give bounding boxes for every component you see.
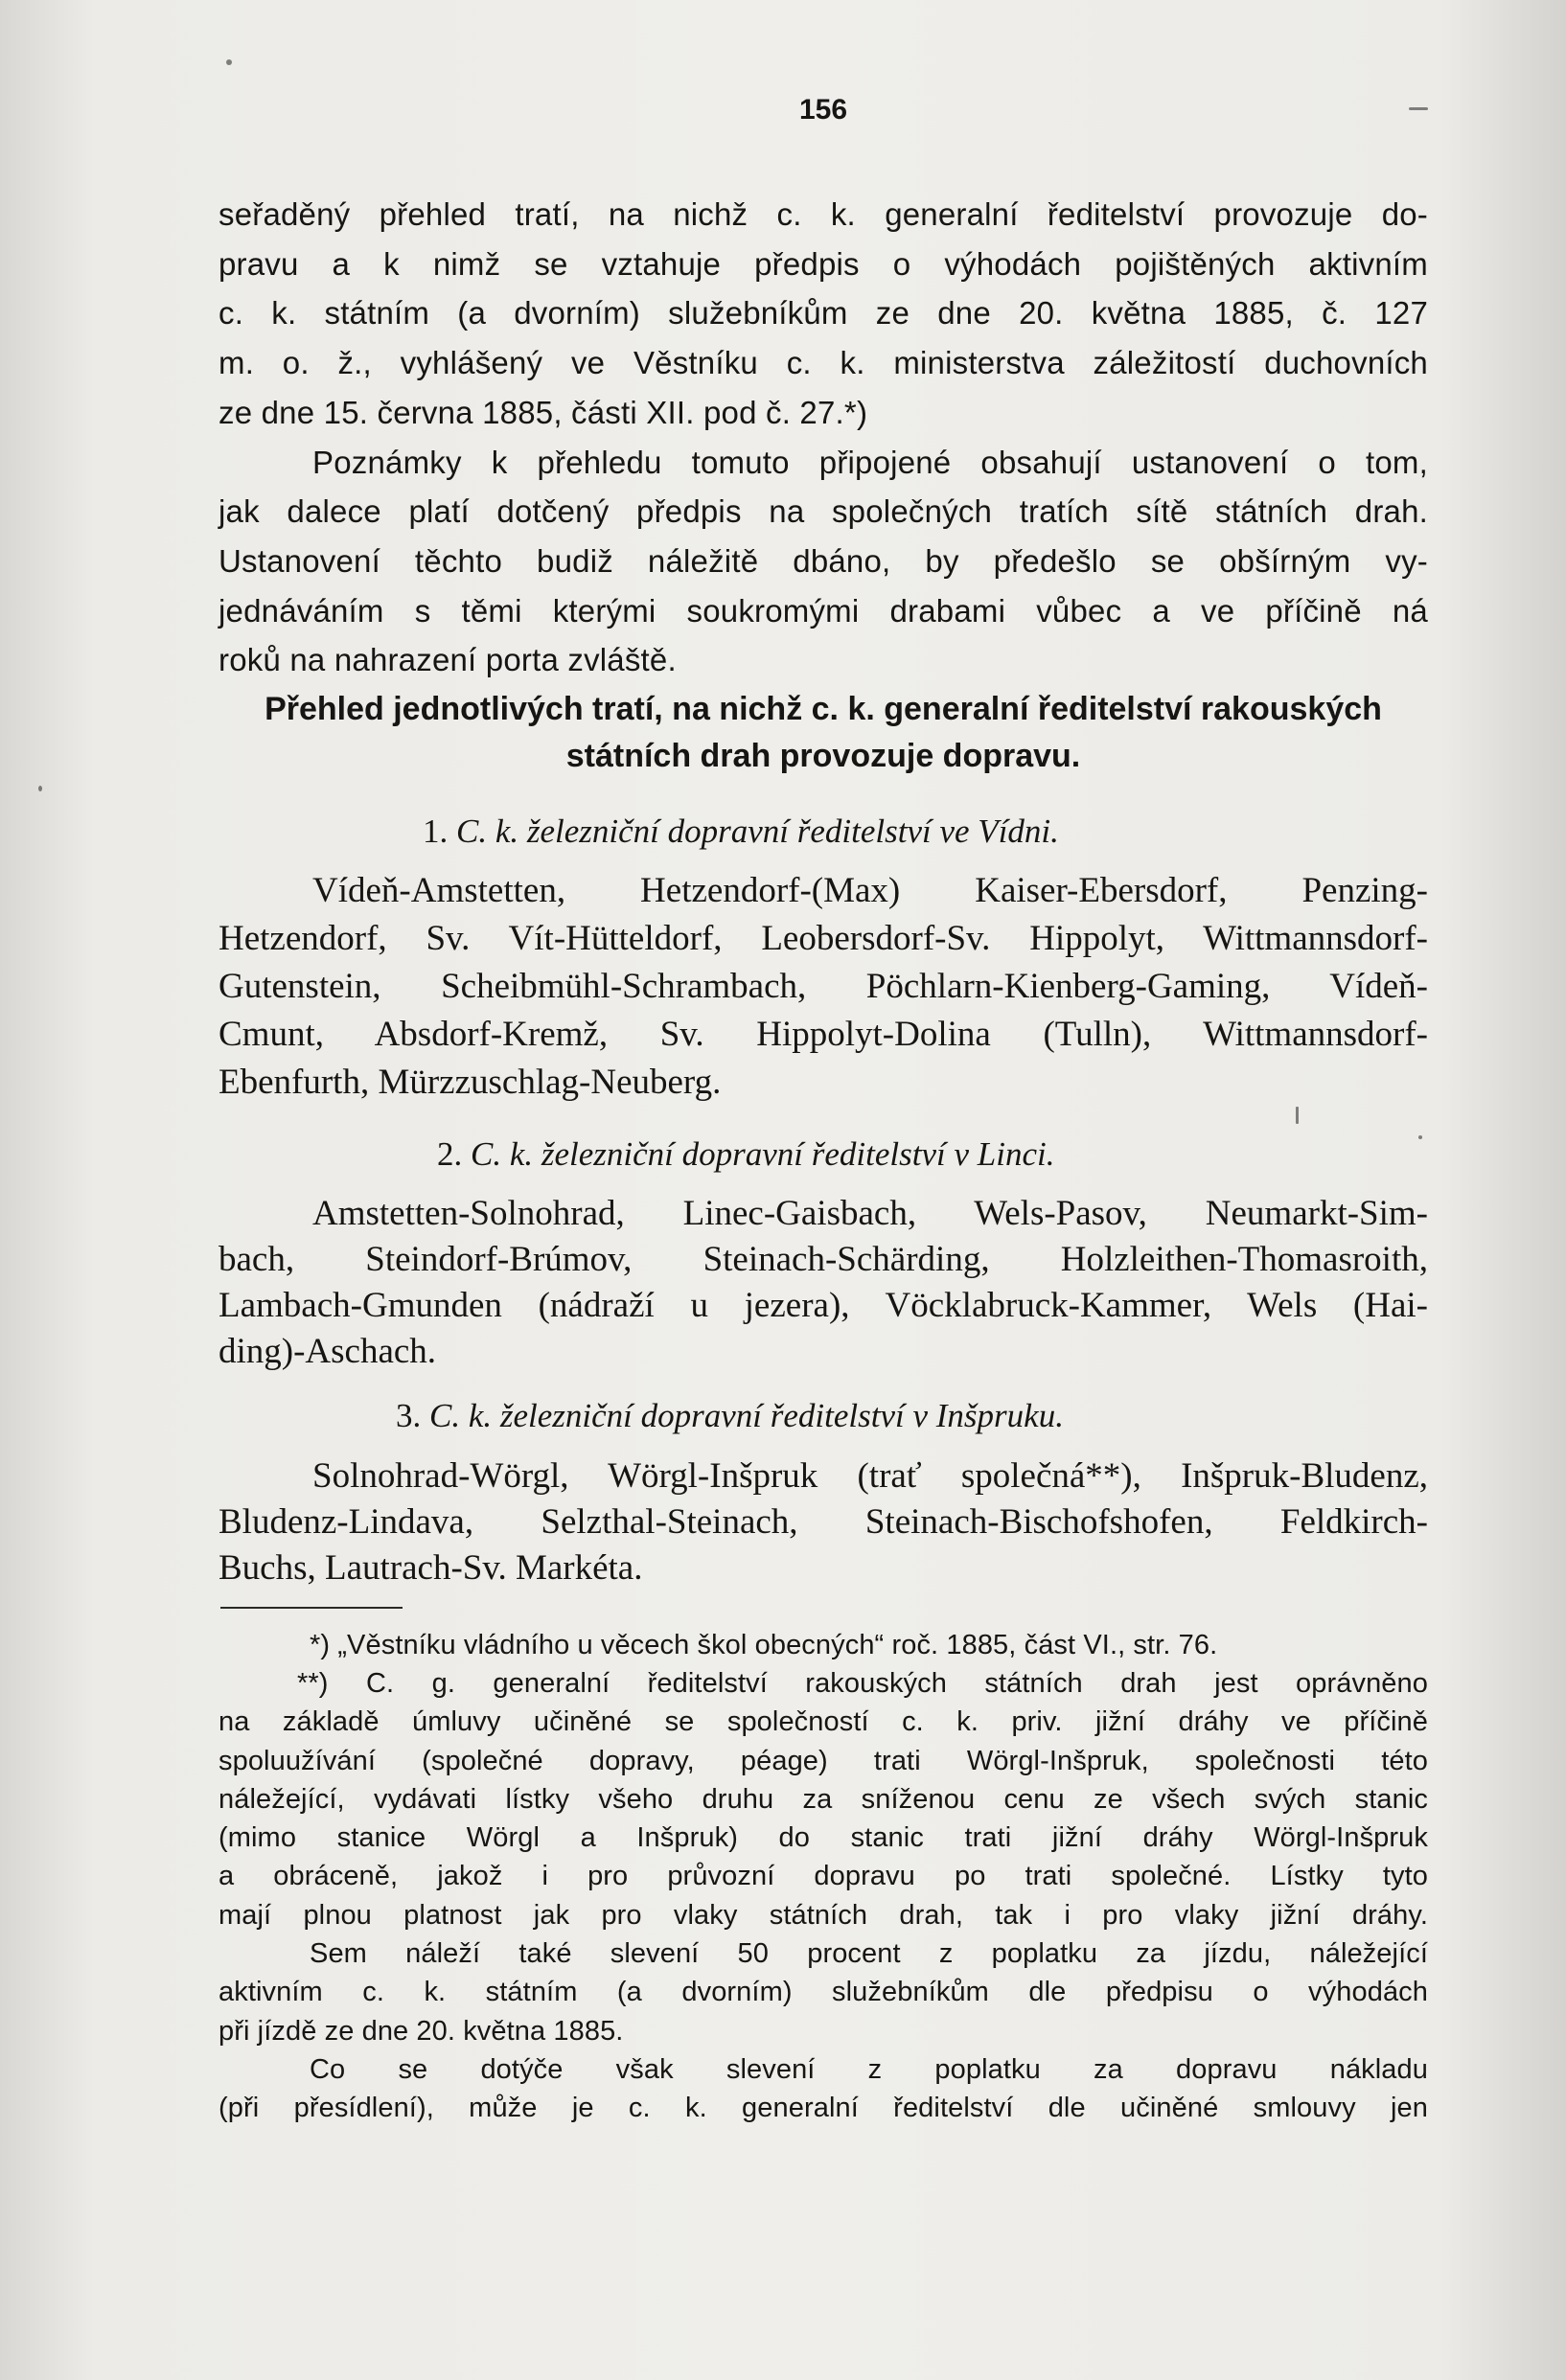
subsection-body-3 <box>219 1453 1428 1591</box>
footnote-line: mají plnou platnost jak pro vlaky státních drah, tak i pro vlaky jižní dráhy. <box>219 1899 1428 1931</box>
scan-speck <box>1296 1107 1299 1124</box>
intro-line: c. k. státním (a dvorním) služebníkům ze dne 20. května 1885, č. 127 <box>219 295 1428 332</box>
footnote-1 <box>219 1626 1428 1664</box>
subsection-body-1 <box>219 867 1428 1107</box>
intro-paragraph <box>219 190 1428 685</box>
intro-line: Ustanovení těchto budiž náležitě dbáno, by předešlo se obšírným vy- <box>219 542 1428 579</box>
body-line: Bludenz-Lindava, Selzthal-Steinach, Steinach-Bischofshofen, Feldkirch- <box>219 1502 1428 1542</box>
subsection-number: 2. <box>437 1135 463 1173</box>
section-heading-line-2: státních drah provozuje dopravu. <box>565 738 1081 774</box>
subsection-number: 3. <box>396 1397 422 1434</box>
footnote-2 <box>219 1664 1428 1934</box>
footnote-line: spoluužívání (společné dopravy, péage) trati Wörgl-Inšpruk, společnosti této <box>219 1745 1428 1776</box>
footnote-line: a obráceně, jakož i pro průvozní dopravu po trati společné. Lístky tyto <box>219 1861 1428 1892</box>
scan-speck <box>1418 1135 1422 1139</box>
text-column <box>219 0 1428 2380</box>
footnote-line: Sem náleží také slevení 50 procent z poplatku za jízdu, náležející <box>310 1938 1428 1969</box>
footnote-line: aktivním c. k. státním (a dvorním) služebníkům dle předpisu o výhodách <box>219 1977 1428 2008</box>
intro-line: jednáváním s těmi kterými soukromými drabami vůbec a ve příčině ná <box>219 592 1428 629</box>
intro-line: m. o. ž., vyhlášený ve Věstníku c. k. ministerstva záležitostí duchovních <box>219 345 1428 381</box>
footnote-line: *) „Věstníku vládního u věcech škol obecných“ roč. 1885, část VI., str. 76. <box>310 1630 1218 1660</box>
subsection-body-2 <box>219 1191 1428 1375</box>
subsection-title-3 <box>396 1397 1064 1435</box>
scan-speck <box>38 786 42 791</box>
intro-line: jak dalece platí dotčený předpis na společných tratích sítě státních drah. <box>219 493 1428 530</box>
subsection-title-1 <box>423 812 1059 851</box>
body-line: Amstetten-Solnohrad, Linec-Gaisbach, Wels-Pasov, Neumarkt-Sim- <box>312 1194 1428 1233</box>
footnote-divider <box>220 1607 403 1609</box>
subsection-title-text: C. k. železniční dopravní ředitelství v Linci. <box>471 1135 1055 1173</box>
footnote-line: při jízdě ze dne 20. května 1885. <box>219 2015 624 2047</box>
body-line: Cmunt, Absdorf-Kremž, Sv. Hippolyt-Dolina (Tulln), Wittmannsdorf- <box>219 1015 1428 1054</box>
intro-line: seřaděný přehled tratí, na nichž c. k. generalní ředitelství provozuje do- <box>219 196 1428 232</box>
body-line: Buchs, Lautrach-Sv. Markéta. <box>219 1548 643 1588</box>
page-number: 156 <box>798 94 848 126</box>
footnote-line: na základě úmluvy učiněné se společností c. k. priv. jižní dráhy ve příčině <box>219 1706 1428 1738</box>
intro-line: pravu a k nimž se vztahuje předpis o výhodách pojištěných aktivním <box>219 245 1428 282</box>
footnote-line: (mimo stanice Wörgl a Inšpruk) do stanic trati jižní dráhy Wörgl-Inšpruk <box>219 1822 1428 1854</box>
body-line: Lambach-Gmunden (nádraží u jezera), Vöcklabruck-Kammer, Wels (Hai- <box>219 1286 1428 1325</box>
body-line: Hetzendorf, Sv. Vít-Hütteldorf, Leobersdorf-Sv. Hippolyt, Wittmannsdorf- <box>219 919 1428 958</box>
intro-line: ze dne 15. června 1885, části XII. pod č. 27.*) <box>219 394 868 430</box>
subsection-number: 1. <box>423 812 449 850</box>
scan-speck <box>1409 107 1428 110</box>
intro-line: roků na nahrazení porta zvláště. <box>219 642 677 678</box>
body-line: Gutenstein, Scheibmühl-Schrambach, Pöchlarn-Kienberg-Gaming, Vídeň- <box>219 967 1428 1006</box>
subsection-title-text: C. k. železniční dopravní ředitelství ve Vídni. <box>456 812 1059 850</box>
subsection-title-2 <box>437 1135 1054 1174</box>
body-line: ding)-Aschach. <box>219 1332 437 1371</box>
footnote-2-continued <box>219 1934 1428 2050</box>
footnote-line: (při přesídlení), může je c. k. generalní ředitelství dle učiněné smlouvy jen <box>219 2093 1428 2124</box>
footnote-line: náležející, vydávati lístky všeho druhu za sníženou cenu ze všech svých stanic <box>219 1783 1428 1815</box>
body-line: Ebenfurth, Mürzzuschlag-Neuberg. <box>219 1063 722 1102</box>
section-heading <box>219 686 1428 780</box>
scan-speck <box>226 59 232 65</box>
intro-line: Poznámky k přehledu tomuto připojené obsahují ustanovení o tom, <box>312 444 1428 480</box>
footnote-line: Co se dotýče však slevení z poplatku za dopravu nákladu <box>310 2054 1428 2085</box>
body-line: Solnohrad-Wörgl, Wörgl-Inšpruk (trať společná**), Inšpruk-Bludenz, <box>312 1456 1428 1496</box>
footnote-line: **) C. g. generalní ředitelství rakouských státních drah jest oprávněno <box>297 1668 1428 1699</box>
footnote-2-continued-2 <box>219 2050 1428 2128</box>
body-line: bach, Steindorf-Brúmov, Steinach-Schärding, Holzleithen-Thomasroith, <box>219 1240 1428 1279</box>
body-line: Vídeň-Amstetten, Hetzendorf-(Max) Kaiser-Ebersdorf, Penzing- <box>312 871 1428 910</box>
section-heading-line-1: Přehled jednotlivých tratí, na nichž c. k. generalní ředitelství rakouských <box>265 691 1382 727</box>
subsection-title-text: C. k. železniční dopravní ředitelství v Inšpruku. <box>429 1397 1064 1434</box>
